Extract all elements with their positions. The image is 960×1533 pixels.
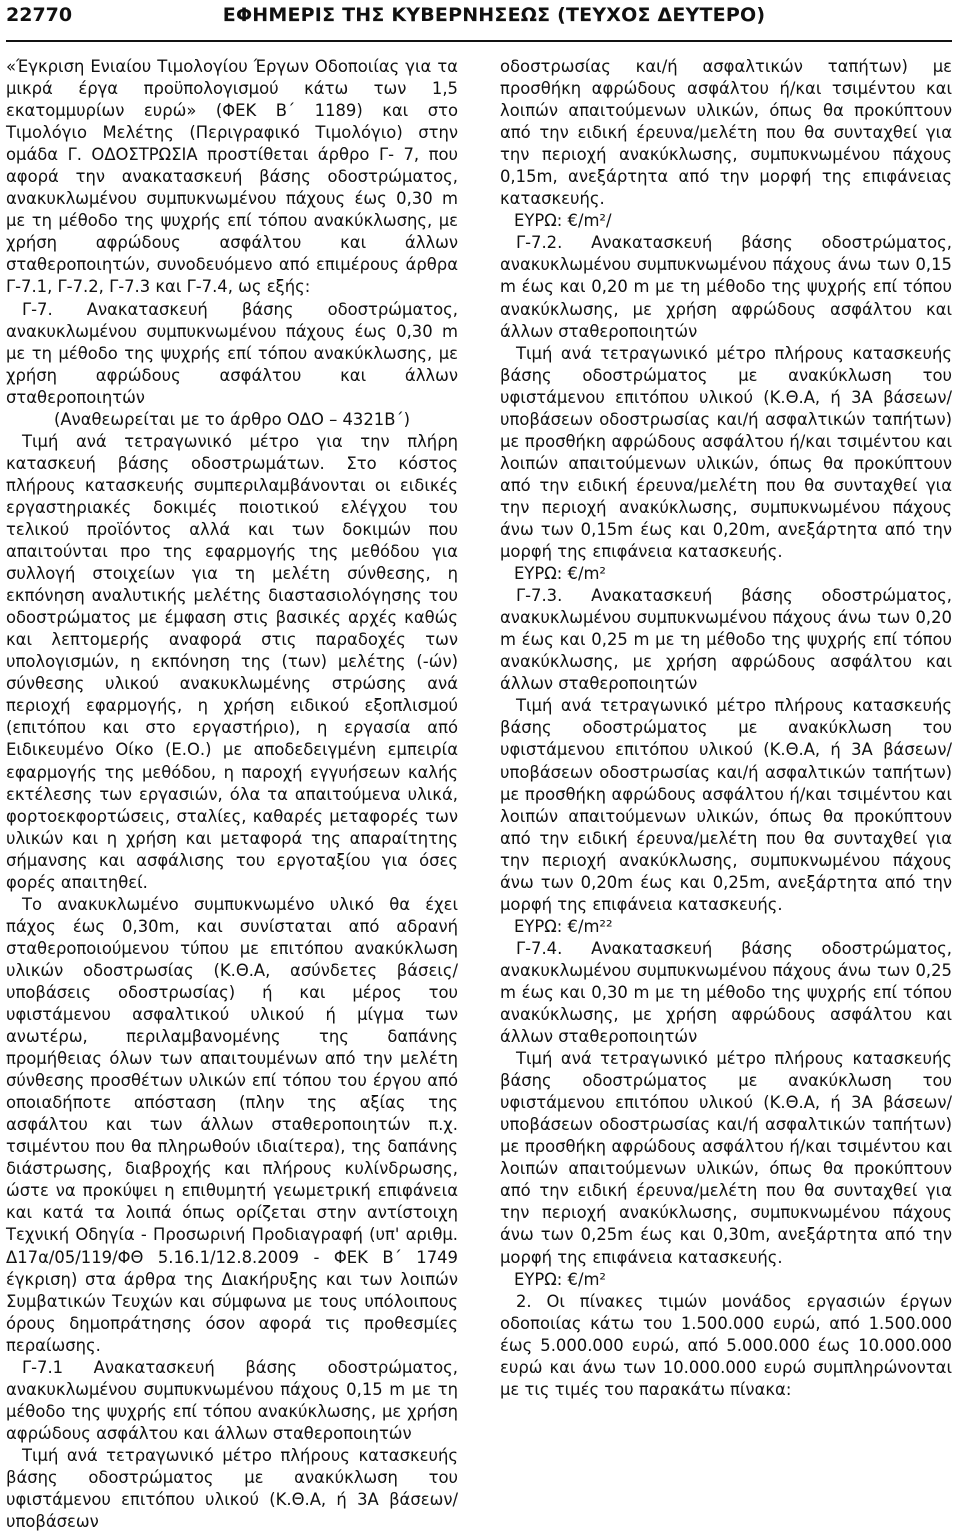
gazette-title: ΕΦΗΜΕΡΙΣ ΤΗΣ ΚΥΒΕΡΝΗΣΕΩΣ (ΤΕΥΧΟΣ ΔΕΥΤΕΡΟ): [222, 4, 766, 26]
g7-1-price-description-cont: οδοστρωσίας και/ή ασφαλτικών ταπήτων) με προσθήκη αφρώδους ασφάλτου ή/και τσιμέντου και λοιπών απαιτούμενων υλικών, όπως θα προκύπτουν από την ειδική έρευνα/μελέτη που θα συνταχθεί για την περιοχή ανακύκλωσης, συμπυκνωμένου πάχους 0,15m, ανεξάρτητα από την μορφή της επιφάνειας κατασκευής.: [500, 57, 952, 209]
material-paragraph: Το ανακυκλωμένο συμπυκνωμένο υλικό θα έχει πάχος έως 0,30m, και συνίσταται από αδρανή σταθεροποιούμενου τύπου με επιτόπου ανακύκλωση υλικών οδοστρωσίας (Κ.Θ.Α, ασύνδετες βάσεις/υποβάσεις οδοστρωσίας) ή και μέρος του υφιστάμενου ασφαλτικού υλικού ή μίγμα των ανωτέρω, περιλαμβανομένης της δαπάνης προμήθειας όλων των απαιτουμένων από την μελέτη σύνθεσης προσθέτων υλικών επί τόπου του έργου από οποιαδήποτε απόσταση (πλην της αξίας της ασφάλτου και των άλλων σταθεροποιητών π.χ. τσιμέντου που θα πληρωθούν ιδιαίτερα), της δαπάνης διάστρωσης, διαβροχής και πλήρους κυλίνδρωσης, ώστε να προκύψει η επιθυμητή γεωμετρική επιφάνεια και κατά τα λοιπά όπως ορίζεται στην αντίστοιχη Τεχνική Οδηγία - Προσωρινή Προδιαγραφή (υπ' αριθμ. Δ17α/05/119/ΦΘ 5.16.1/12.8.2009 - ΦΕΚ Β΄ 1749 έγκριση) στα άρθρα της Διακήρυξης και των λοιπών Συμβατικών Τευχών και σύμφωνα με τους υπόλοιπους όρους δημοπράτησης όσον αφορά τις προθεσμίες περαίωσης.: [6, 894, 458, 1355]
page-number: 22770: [6, 4, 73, 26]
article-heading-g7-1: Γ-7.1 Ανακατασκευή βάσης οδοστρώματος, ανακυκλωμένου συμπυκνωμένου πάχους 0,15 m με τη μέθοδο της ψυχρής επί τόπου ανακύκλωσης, με χρήση αφρώδους ασφάλτου και άλλων σταθεροποιητών: [6, 1357, 458, 1443]
g7-3-price-description: Τιμή ανά τετραγωνικό μέτρο πλήρους κατασκευής βάσης οδοστρώματος με ανακύκλωση του υφιστάμενου επιτόπου υλικού (Κ.Θ.Α, ή 3Α βάσεων/υποβάσεων οδοστρωσίας και/ή ασφαλτικών ταπήτων) με προσθήκη αφρώδους ασφάλτου ή/και τσιμέντου και λοιπών απαιτούμενων υλικών, όπως θα προκύπτουν από την ειδική έρευνα/μελέτη που θα συνταχθεί για την περιοχή ανακύκλωσης, συμπυκνωμένου πάχους άνω των 0,20m έως και 0,25m, ανεξάρτητα από την μορφή της επιφάνεια κατασκευής.: [500, 696, 952, 914]
article-heading-g7-2: Γ-7.2. Ανακατασκευή βάσης οδοστρώματος, ανακυκλωμένου συμπυκνωμένου πάχους άνω των 0,15 m έως και 0,20 m με τη μέθοδο της ψυχρής επί τόπου ανακύκλωσης, με χρήση αφρώδους ασφάλτου και άλλων σταθεροποιητών: [500, 233, 952, 341]
price-tables-paragraph: 2. Οι πίνακες τιμών μονάδος εργασιών έργων οδοποιίας κάτω του 1.500.000 ευρώ, από 1.500.000 έως 5.000.000 ευρώ, από 5.000.000 έως 10.000.000 ευρώ και άνω των 10.000.000 ευρώ συμπληρώνονται με τις τιμές του παρακάτω πίνακα:: [500, 1291, 952, 1399]
g7-1-price-description: Τιμή ανά τετραγωνικό μέτρο πλήρους κατασκευής βάσης οδοστρώματος με ανακύκλωση του υφιστάμενου επιτόπου υλικού (Κ.Θ.Α, ή 3Α βάσεων/υποβάσεων: [6, 1445, 458, 1532]
g7-3-euro-unit: ΕΥΡΩ: €/m²²: [514, 916, 613, 936]
intro-paragraph: «Έγκριση Ενιαίου Τιμολογίου Έργων Οδοποιίας για τα μικρά έργα προϋπολογισμού κάτω των 1,5 εκατομμυρίων ευρώ» (ΦΕΚ Β΄ 1189) και στο Τιμολόγιο Μελέτης (Περιγραφικό Τιμολόγιο) στην ομάδα Γ. ΟΔΟΣΤΡΩΣΙΑ προστίθεται άρθρο Γ- 7, που αφορά την ανακατασκευή βάσης οδοστρώματος, ανακυκλωμένου συμπυκνωμένου πάχους έως 0,30 m με τη μέθοδο της ψυχρής επί τόπου ανακύκλωσης, με χρήση αφρώδους ασφάλτου και άλλων σταθεροποιητών, συνοδευόμενο από επιμέρους άρθρα Γ-7.1, Γ-7.2, Γ-7.3 και Γ-7.4, ως εξής:: [6, 57, 458, 297]
page-header: [6, 0, 952, 42]
left-column: [6, 56, 458, 1533]
g7-2-price-description: Τιμή ανά τετραγωνικό μέτρο πλήρους κατασκευής βάσης οδοστρώματος με ανακύκλωση του υφιστάμενου επιτόπου υλικού (Κ.Θ.Α, ή 3Α βάσεων/υποβάσεων οδοστρωσίας και/ή ασφαλτικών ταπήτων) με προσθήκη αφρώδους ασφάλτου ή/και τσιμέντου και λοιπών απαιτούμενων υλικών, όπως θα προκύπτουν από την ειδική έρευνα/μελέτη που θα συνταχθεί για την περιοχή ανακύκλωσης, συμπυκνωμένου πάχους άνω των 0,15m έως και 0,20m, ανεξάρτητα από την μορφή της επιφάνεια κατασκευής.: [500, 343, 952, 562]
right-column: [500, 56, 952, 1533]
g7-4-euro-unit: ΕΥΡΩ: €/m²: [514, 1269, 606, 1289]
g7-1-euro-unit: ΕΥΡΩ: €/m²/: [514, 211, 612, 231]
text-columns: [6, 56, 952, 1533]
g7-2-euro-unit: ΕΥΡΩ: €/m²: [514, 564, 606, 584]
article-heading-g7-4: Γ-7.4. Ανακατασκευή βάσης οδοστρώματος, ανακυκλωμένου συμπυκνωμένου πάχους άνω των 0,25 m έως και 0,30 m με τη μέθοδο της ψυχρής επί τόπου ανακύκλωσης, με χρήση αφρώδους ασφάλτου και άλλων σταθεροποιητών: [500, 938, 952, 1047]
article-heading-g7: Γ-7. Ανακατασκευή βάσης οδοστρώματος, ανακυκλωμένου συμπυκνωμένου πάχους έως 0,30 m με τη μέθοδο της ψυχρής επί τόπου ανακύκλωσης, με χρήση αφρώδους ασφάλτου και άλλων σταθεροποιητών: [6, 299, 458, 407]
g7-price-description: Τιμή ανά τετραγωνικό μέτρο για την πλήρη κατασκευή βάσης οδοστρωμάτων. Στο κόστος πλήρους κατασκευής συμπεριλαμβάνονται οι ειδικές εργαστηριακές δοκιμές ποιοτικού ελέγχου του τελικού προϊόντος αλλά και των δοκιμών που απαιτούνται προ της εφαρμογής της μεθόδου για συλλογή στοιχείων για τη μελέτη σύνθεσης, η εκπόνηση αναλυτικής μελέτης διαστασιολόγησης του οδοστρώματος με έμφαση στις βασικές αρχές καθώς και λεπτομερής αναφορά στις παραδοχές των υπολογισμών, η εκπόνηση της (των) μελέτης (-ών) σύνθεσης υλικού ανακυκλωμένης στρώσης ανά περιοχή εφαρμογής, η χρήση ειδικού εξοπλισμού (επιτόπου και στο εργαστήριο), η εργασία από Ειδικευμένο Οίκο (Ε.Ο.) με αποδεδειγμένη εμπειρία εφαρμογής της μεθόδου, η παροχή εγγυήσεων καλής εκτέλεσης των εργασιών, όλα τα απαιτούμενα υλικά, φορτοεκφορτώσεις, σταλίες, καθαρές μεταφορές των υλικών και η χρήση και μεταφορά της απαραίτητης σήμανσης και ασφάλισης του εργοταξίου για όσες φορές απαιτηθεί.: [6, 431, 458, 892]
article-heading-g7-3: Γ-7.3. Ανακατασκευή βάσης οδοστρώματος, ανακυκλωμένου συμπυκνωμένου πάχους άνω των 0,20 m έως και 0,25 m με τη μέθοδο της ψυχρής επί τόπου ανακύκλωσης, με χρήση αφρώδους ασφάλτου και άλλων σταθεροποιητών: [500, 586, 952, 694]
revision-note: (Αναθεωρείται με το άρθρο ΟΔΟ – 4321Β΄): [53, 409, 411, 429]
g7-4-price-description: Τιμή ανά τετραγωνικό μέτρο πλήρους κατασκευής βάσης οδοστρώματος με ανακύκλωση του υφιστάμενου επιτόπου υλικού (Κ.Θ.Α, ή 3Α βάσεων/υποβάσεων οδοστρωσίας και/ή ασφαλτικών ταπήτων) με προσθήκη αφρώδους ασφάλτου ή/και τσιμέντου και λοιπών απαιτούμενων υλικών, όπως θα προκύπτουν από την ειδική έρευνα/μελέτη που θα συνταχθεί για την περιοχή ανακύκλωσης, συμπυκνωμένου πάχους άνω των 0,25m έως και 0,30m, ανεξάρτητα από την μορφή της επιφάνεια κατασκευής.: [500, 1049, 952, 1267]
